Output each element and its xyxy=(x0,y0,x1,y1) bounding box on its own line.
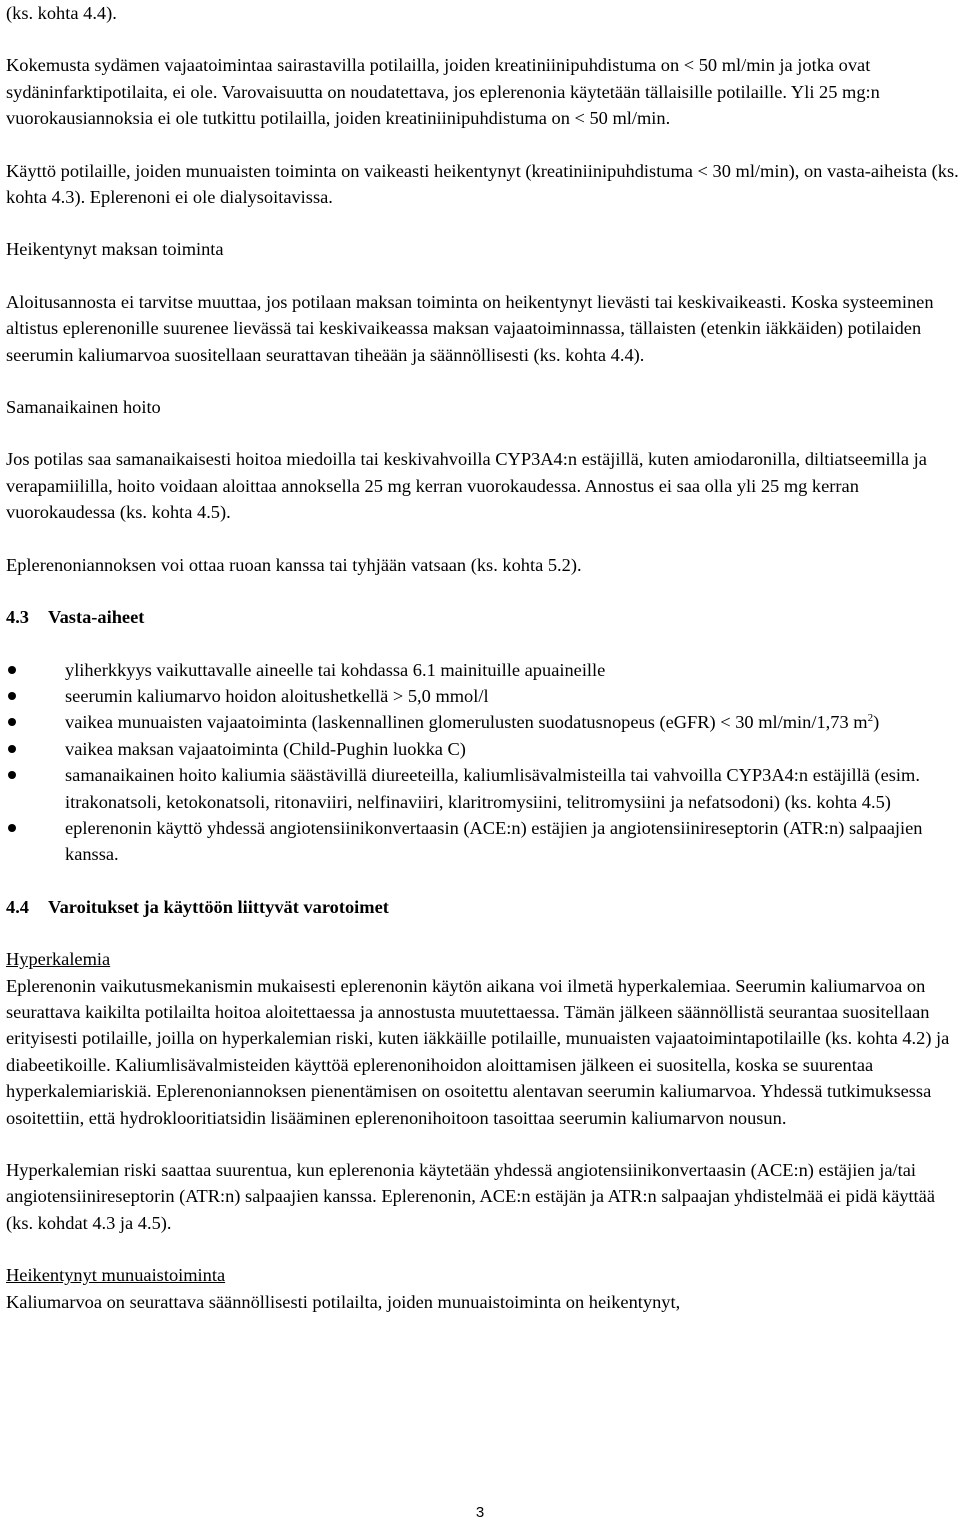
bullet-icon xyxy=(8,692,16,700)
page-number: 3 xyxy=(475,1504,485,1521)
bullet-icon xyxy=(8,824,16,832)
list-item-text: vaikea munuaisten vajaatoiminta (laskennallinen glomerulusten suodatusnopeus (eGFR) < 30 ml/min/1,73 m xyxy=(65,712,868,733)
bullet-icon xyxy=(8,666,16,674)
bullet-icon xyxy=(8,745,16,753)
document-page xyxy=(6,0,960,1315)
list-item xyxy=(6,762,960,815)
paragraph-cyp3a4-inhibitors: Jos potilas saa samanaikaisesti hoitoa miedoilla tai keskivahvoilla CYP3A4:n estäjillä, kuten amiodaronilla, diltiatseemilla ja verapamiililla, hoito voidaan aloittaa annoksella 25 mg kerran vuorokaudessa. Annostus ei saa olla yli 25 mg kerran vuorokaudessa (ks. kohta 4.5). xyxy=(6,449,927,523)
section-heading-4-3 xyxy=(6,604,960,630)
paragraph-food-intake: Eplerenoniannoksen voi ottaa ruoan kanssa tai tyhjään vatsaan (ks. kohta 5.2). xyxy=(6,554,582,575)
bullet-icon xyxy=(8,771,16,779)
section-number: 4.3 xyxy=(6,607,29,628)
paragraph-heart-failure-renal: Kokemusta sydämen vajaatoimintaa sairastavilla potilailla, joiden kreatiniinipuhdistuma on < 50 ml/min ja jotka ovat sydäninfarktipotilaita, ei ole. Varovaisuutta on noudatettava, jos eplerenonia käytetään tällaisille potilaille. Yli 25 mg:n vuorokausiannoksia ei ole tutkittu potilailla, joiden kreatiniinipuhdistuma on < 50 ml/min. xyxy=(6,55,880,129)
list-item xyxy=(6,709,960,735)
bullet-icon xyxy=(8,718,16,726)
section-title: Varoitukset ja käyttöön liittyvät varotoimet xyxy=(48,896,389,917)
paragraph-reference-tail: (ks. kohta 4.4). xyxy=(6,3,117,23)
list-item xyxy=(6,736,960,762)
list-item-text: samanaikainen hoito kaliumia säästävillä diureeteilla, kaliumlisävalmisteilla tai vahvoilla CYP3A4:n estäjillä (esim. itrakonatsoli, ketokonatsoli, ritonaviiri, nelfinaviiri, klaritromysiini, telitromysiini ja nefatsodoni) (ks. kohta 4.5) xyxy=(65,765,920,812)
list-item-text: seerumin kaliumarvo hoidon aloitushetkellä > 5,0 mmol/l xyxy=(65,685,489,706)
paragraph-hyperkalemia: Eplerenonin vaikutusmekanismin mukaisesti eplerenonin käytön aikana voi ilmetä hyperkalemiaa. Seerumin kaliumarvoa on seurattava kaikilta potilailta hoitoa aloitettaessa ja annostusta muutettaessa. Tämän jälkeen säännöllistä seurantaa suositellaan erityisesti potilaille, joilla on hyperkalemian riski, kuten iäkkäille potilaille, munuaisten vajaatoimintapotilaille (ks. kohta 4.2) ja diabeetikoille. Kaliumlisävalmisteiden käyttöä eplerenonihoidon aloittamisen jälkeen ei suositella, koska se suurentaa hyperkalemiariskiä. Eplerenoniannoksen pienentämisen on osoitettu alentavan seerumin kaliumarvoa. Yhdessä tutkimuksessa osoitettiin, että hydroklooritiatsidin lisääminen eplerenonihoitoon tasoittaa seerumin kaliumarvon nousun. xyxy=(6,975,950,1128)
section-heading-4-4 xyxy=(6,894,960,920)
list-item xyxy=(6,815,960,868)
section-title: Vasta-aiheet xyxy=(48,607,145,628)
subheading-concomitant-treatment: Samanaikainen hoito xyxy=(6,397,161,418)
section-number: 4.4 xyxy=(6,896,29,917)
paragraph-hyperkalemia-risk: Hyperkalemian riski saattaa suurentua, kun eplerenonia käytetään yhdessä angiotensiinikonvertaasin (ACE:n) estäjien ja/tai angiotensiinireseptorin (ATR:n) salpaajien kanssa. Eplerenonin, ACE:n estäjän ja ATR:n salpaajan yhdistelmää ei pidä käyttää (ks. kohdat 4.3 ja 4.5). xyxy=(6,1160,935,1233)
paragraph-hepatic-impairment: Aloitusannosta ei tarvitse muuttaa, jos potilaan maksan toiminta on heikentynyt lievästi tai keskivaikeasti. Koska systeeminen altistus eplerenonille suurenee lievässä tai keskivaikeassa maksan vajaatoiminnassa, tällaisten (etenkin iäkkäiden) potilaiden seerumin kaliumarvoa suositellaan seurattavan tiheään ja säännöllisesti (ks. kohta 4.4). xyxy=(6,291,934,365)
list-item-text-end: ) xyxy=(873,712,880,733)
superscript: 2 xyxy=(867,712,874,725)
paragraph-severe-renal-impairment: Käyttö potilaille, joiden munuaisten toiminta on vaikeasti heikentynyt (kreatiniinipuhdistuma < 30 ml/min), on vasta-aiheista (ks. kohta 4.3). Eplerenoni ei ole dialysoitavissa. xyxy=(6,160,959,208)
contraindications-list xyxy=(6,657,960,868)
subheading-renal-impairment: Heikentynyt munuaistoiminta xyxy=(6,1265,226,1286)
list-item xyxy=(6,657,960,683)
list-item-text: vaikea maksan vajaatoiminta (Child-Pughin luokka C) xyxy=(65,738,466,759)
paragraph-renal-impairment: Kaliumarvoa on seurattava säännöllisesti potilailta, joiden munuaistoiminta on heikentynyt, xyxy=(6,1291,681,1312)
list-item-text: yliherkkyys vaikuttavalle aineelle tai kohdassa 6.1 mainituille apuaineille xyxy=(65,659,606,680)
subheading-hyperkalemia: Hyperkalemia xyxy=(6,949,111,970)
list-item-text: eplerenonin käyttö yhdessä angiotensiinikonvertaasin (ACE:n) estäjien ja angiotensiinireseptorin (ATR:n) salpaajien kanssa. xyxy=(65,817,923,865)
list-item xyxy=(6,683,960,709)
subheading-hepatic-impairment: Heikentynyt maksan toiminta xyxy=(6,239,224,260)
